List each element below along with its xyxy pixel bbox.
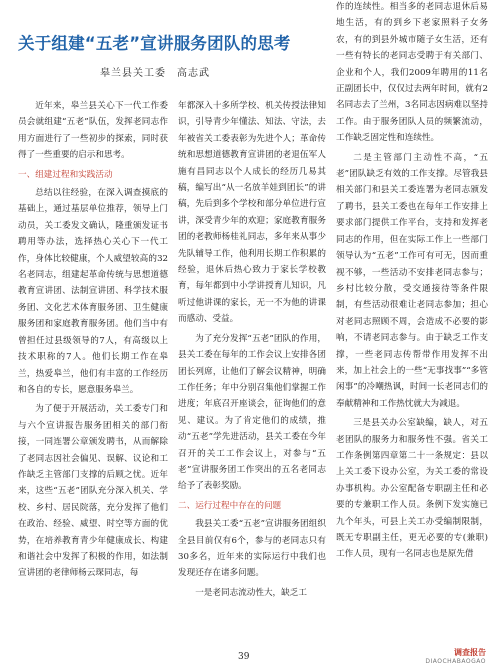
paragraph: 三是县关办公室缺编，缺人，对五老团队的服务力和服务性不强。省关工工作条例第四章第二十一条规定：县以上关工委下设办公室，为关工委的常设办事机构。办公室配备专职副主任和必要的专兼职工作人员。条例下发实施已九个年头，可县上关工办受编制限制，既无专职副主任，更无必要的专(兼职)工作人员，现有一名同志也是原先借 xyxy=(336,418,488,560)
article-title: 关于组建“五老”宣讲服务团队的思考 xyxy=(18,34,291,53)
paragraph: 年都深入十多所学校、机关传授法律知识，引导青少年懂法、知法、守法，去年被省关工委表彰为先进个人；革命传统和思想道德教育宣讲团的老退伍军人施有昌同志以个人成长的经历几易其稿，编写出“从一名放羊娃到团长”的讲稿，先后到多个学校和部分单位进行宣讲，深受青少年的欢迎；家庭教育服务团的老教师杨桂礼同志，多年来从事少先队辅导工作，他利用长期工作积累的经验，退休后热心致力于家长学校教育，每年都到中小学讲授育儿知识，凡听过他讲课的家长，无一不为他的讲课而感动、受益。 xyxy=(178,101,326,325)
brand-label-en: DIAOCHABAOGAO xyxy=(425,658,486,665)
paragraph: 一是老同志流动性大，缺乏工 xyxy=(195,587,307,598)
article-byline: 皋兰县关工委 高志武 xyxy=(100,68,210,79)
page-number: 39 xyxy=(238,652,250,662)
text-column-3 xyxy=(336,0,488,566)
paragraph: 为了充分发挥“五老”团队的作用，县关工委在每年的工作会议上安排各团团长列席，让他们了解会议精神，明确工作任务；年中分别召集他们掌握工作进度；年底召开座谈会，征询他们的意见、建议。为了肯定他们的成绩，推动“五老”学先进活动，县关工委在今年召开的关工工作会议上，对参与“五老”宣讲服务团工作突出的五名老同志给予了表彰奖励。 xyxy=(178,333,326,492)
paragraph: 作的连续性。相当多的老同志退休后易地生活，有的到乡下老家照料子女务农，有的到县外城市随子女生活，还有一些有特长的老同志受聘于有关部门、企业和个人，我们2009年聘用的11名正副团长中，仅仅过去两年时间，就有2名同志去了兰州，3名同志因病难以坚持工作。由于服务团队人员的频繁流动，工作缺乏固定性和连续性。 xyxy=(336,2,488,144)
brand-label-cn: 调查报告 xyxy=(454,648,486,657)
paragraph: 我县关工委“五老”宣讲服务团组织全县目前仅有6个，参与的老同志只有30多名，近年来的实际运行中我们也发现还存在诸多问题。 xyxy=(178,519,326,579)
paragraph: 近年来，皋兰县关心下一代工作委员会就组建“五老”队伍，发挥老同志作用方面进行了一些初步的探索，同时获得了一些重要的启示和思考。 xyxy=(18,101,168,161)
section-brand xyxy=(425,647,486,665)
text-column-2 xyxy=(178,98,326,604)
text-column-1 xyxy=(18,98,168,585)
paragraph: 二是主管部门主动性不高，“五老”团队缺乏有效的工作支撑。尽管我县相关部门和县关工委连署为老同志颁发了聘书，县关工委也在每年工作安排上要求部门提供工作平台，支持和发挥老同志的作用，但在实际工作上一些部门领导认为“五老”工作可有可无，因而重视不够，一些活动不安排老同志参与；乡村比较分散，受交通接待等条件限制，有些活动很难让老同志参加；担心对老同志照顾不周，会造成不必要的影响，不请老同志参与。由于缺乏工作支撑，一些老同志传帮带作用发挥不出来，加上社会上的一些“无事找事”“多管闲事”的冷嘲热讽，时间一长老同志们的奉献精神和工作热忱就大为减退。 xyxy=(336,152,488,409)
section-heading: 二、运行过程中存在的问题 xyxy=(178,500,282,511)
paragraph: 为了便于开展活动，关工委专门和与六个宣讲报告服务团相关的部门衔接，一同连署公章颁发聘书，从而解除了老同志因社会偏见、误解、议论和工作缺乏主管部门支撑的后顾之忧。近年来，这些“五老”团队充分深入机关、学校、乡村、居民院落，充分发挥了他们在政治、经验、威望、时空等方面的优势，在培养教育青少年健康成长、构建和谐社会中发挥了积极的作用，如法制宣讲团的老律师杨云琛同志，每 xyxy=(18,404,168,579)
paragraph: 总结以往经验，在深入调查摸底的基础上，通过基层单位推荐，领导上门动员，关工委发文确认，隆重颁发证书聘用等办法，选择热心关心下一代工作，身体比较健康，个人威望较高的32名老同志，组建起革命传统与思想道德教育宣讲团、法制宣讲团、科学技术服务团、文化艺术体育服务团、卫生健康服务团和家庭教育服务团。他们当中有曾担任过县级领导的7人，有高级以上技术职称的7人。他们长期工作在皋兰，热爱皋兰，他们有丰富的工作经历和各自的专长，愿意服务皋兰。 xyxy=(18,188,168,395)
section-heading: 一、组建过程和实践活动 xyxy=(18,169,113,180)
